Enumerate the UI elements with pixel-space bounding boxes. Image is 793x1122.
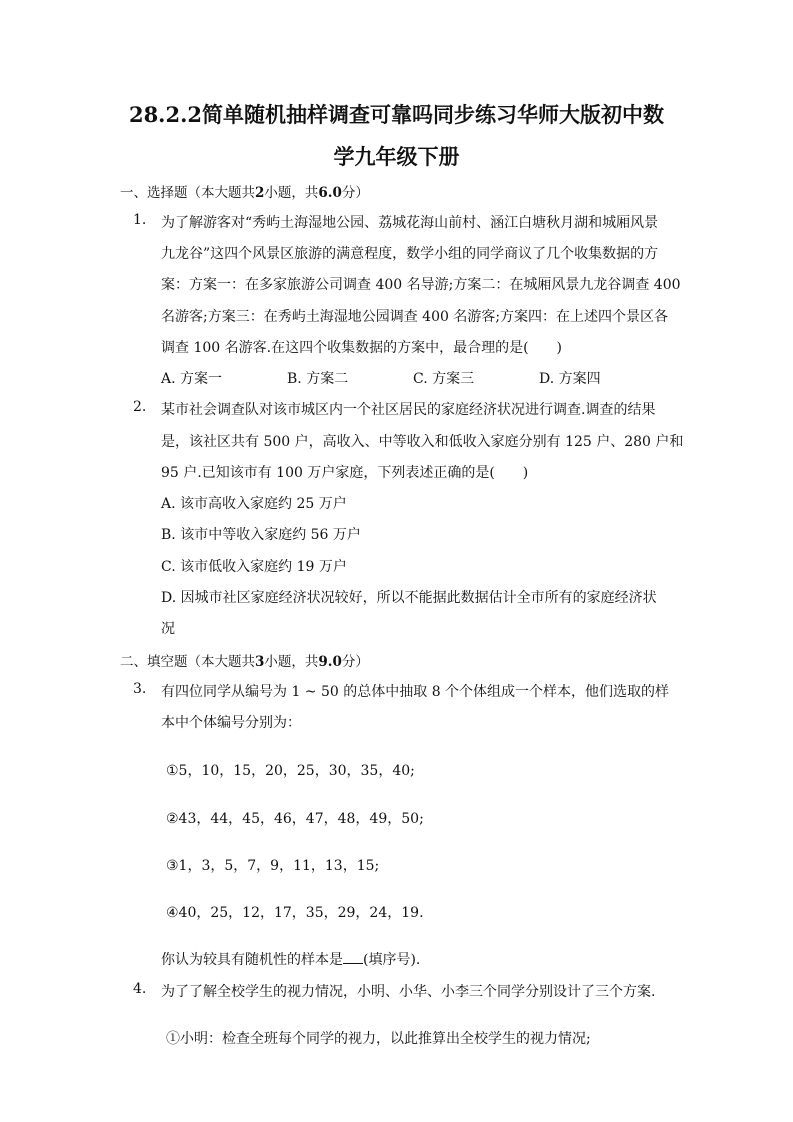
question-text-line: 名游客;方案三：在秀屿土海湿地公园调查 400 名游客;方案四：在上述四个景区各 [161,309,669,325]
sample-item: ③1，3，5，7，9，11，13，15; [166,858,380,874]
sample-item: ②43，44，45，46，47，48，49，50; [166,811,424,827]
question-number: 4. [133,981,147,997]
doc-title-line1: 28.2.2简单随机抽样调查可靠吗同步练习华师大版初中数 [128,102,665,127]
question-text-line: 案：方案一：在多家旅游公司调查 400 名导游;方案二：在城厢风景九龙谷调查 400 [161,277,681,293]
option-a: A. 该市高收入家庭约 25 万户 [161,496,347,512]
question-text-line: 为了了解全校学生的视力情况，小明、小华、小李三个同学分别设计了三个方案. [161,984,656,1000]
question-text-line: 某市社会调查队对该市城区内一个社区居民的家庭经济状况进行调查.调查的结果 [161,402,656,418]
question-text-line: 95 户.已知该市有 100 万户家庭，下列表述正确的是( ) [161,465,529,481]
option-d-continued: 况 [161,621,175,637]
option-b: B. 方案二 [287,371,349,387]
question-text-line: 有四位同学从编号为 1 ~ 50 的总体中抽取 8 个个体组成一个样本，他们选取的样 [161,684,670,700]
answer-line: 你认为较具有随机性的样本是 (填序号). [161,952,421,968]
option-a: A. 方案一 [161,371,223,387]
section-header-fill: 二、填空题（本大题共3小题，共9.0分） [120,654,369,670]
option-b: B. 该市中等收入家庭约 56 万户 [161,527,361,543]
question-text-line: 为了解游客对“秀屿土海湿地公园、荔城花海山前村、涵江白塘秋月湖和城厢风景 [161,215,659,231]
question-number: 2. [133,399,147,415]
sub-item: ①小明：检查全班每个同学的视力，以此推算出全校学生的视力情况; [166,1031,591,1047]
question-number: 3. [133,681,147,697]
question-number: 1. [133,212,147,228]
option-c: C. 方案三 [413,371,475,387]
question-text-line: 是，该社区共有 500 户，高收入、中等收入和低收入家庭分别有 125 户、280 户和 [161,434,684,450]
question-text-line: 九龙谷”这四个风景区旅游的满意程度，数学小组的同学商议了几个收集数据的方 [161,246,659,262]
question-text-line: 本中个体编号分别为： [161,715,301,731]
doc-title-line2: 学九年级下册 [333,144,460,169]
sample-item: ①5，10，15，20，25，30，35，40; [166,763,415,779]
sample-item: ④40，25，12，17，35，29，24，19. [166,905,424,921]
question-text-line: 调查 100 名游客.在这四个收集数据的方案中，最合理的是( ) [161,340,562,356]
option-c: C. 该市低收入家庭约 19 万户 [161,559,347,575]
option-d: D. 因城市社区家庭经济状况较好，所以不能据此数据估计全市所有的家庭经济状 [161,590,657,606]
option-d: D. 方案四 [539,371,601,387]
section-header-choice: 一、选择题（本大题共2小题，共6.0分） [120,185,369,201]
answer-blank [343,951,363,964]
